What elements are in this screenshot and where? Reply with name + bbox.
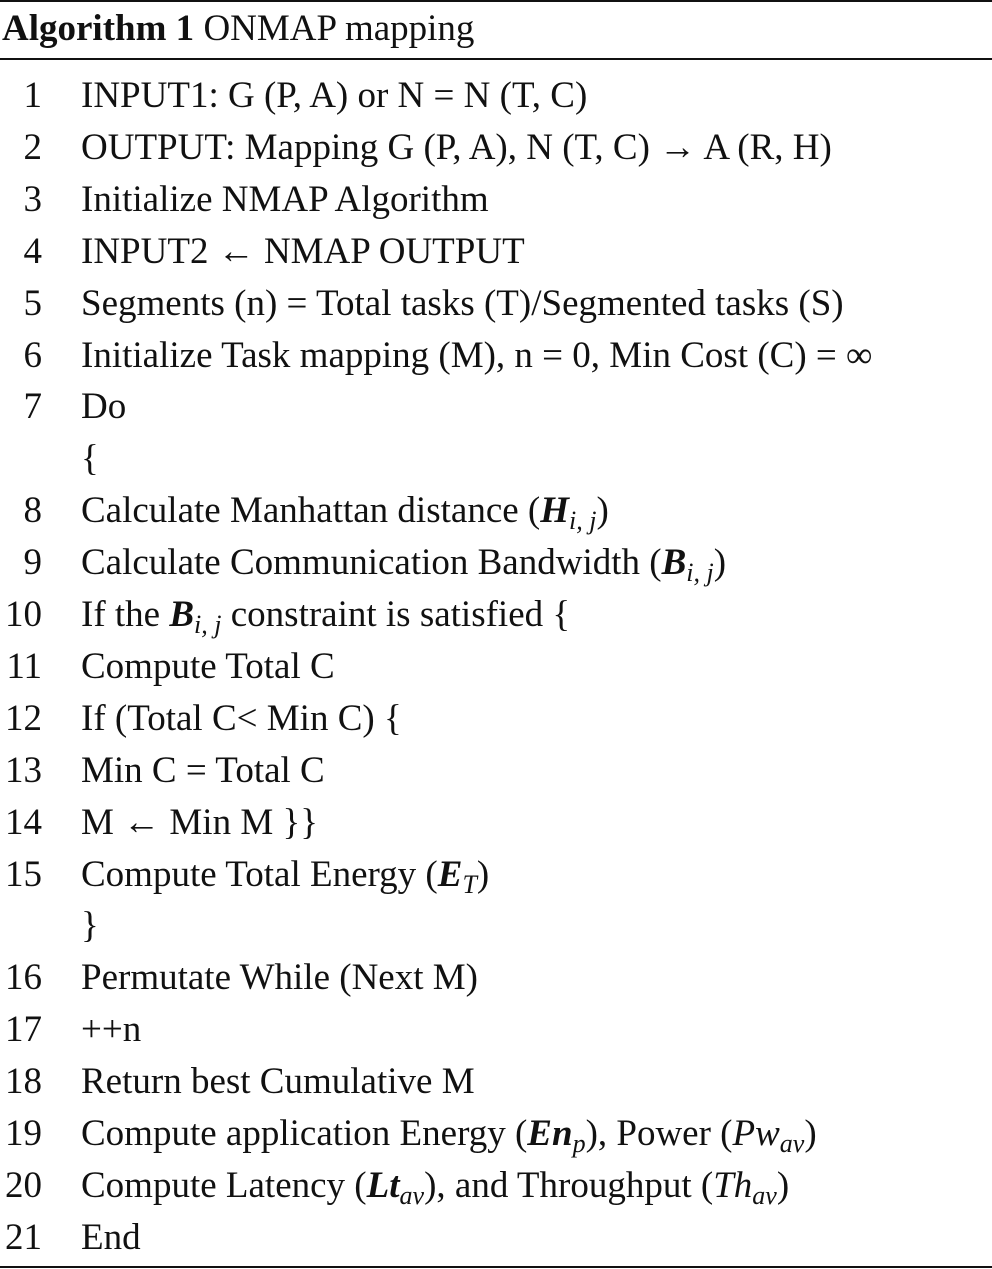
line-text (81, 1212, 141, 1264)
line-number: 13 (5, 749, 42, 791)
line-text (81, 381, 126, 433)
math-variable: Lt (366, 1164, 400, 1206)
line-text-start: Initialize Task mapping (M), n = 0, Min Cost (C) = ∞ (81, 334, 873, 376)
algorithm-line (0, 1160, 992, 1212)
line-text-start: Compute Total C (81, 645, 335, 687)
algorithm-line (0, 70, 992, 122)
line-number: 17 (5, 1009, 42, 1051)
line-text (81, 433, 99, 485)
math-variable: B (661, 542, 687, 584)
line-text-end: ) (713, 542, 727, 584)
line-number: 12 (5, 697, 42, 739)
math-subscript: i, j (569, 506, 597, 536)
algorithm-line (0, 693, 992, 745)
line-text-end: ) (476, 853, 490, 895)
line-text-start: Compute Total Energy ( (81, 853, 438, 895)
line-text-start: Permutate While (Next M) (81, 957, 478, 999)
line-text (81, 745, 325, 797)
line-number: 16 (5, 957, 42, 999)
line-number: 1 (23, 75, 42, 116)
algorithm-line (0, 1108, 992, 1160)
algorithm-line (0, 381, 992, 433)
line-text-start: Compute application Energy ( (81, 1113, 528, 1154)
line-number: 5 (23, 282, 42, 324)
algorithm-line (0, 122, 992, 174)
algorithm-label: Algorithm 1 (2, 8, 195, 49)
line-text-start: Do (81, 386, 127, 428)
line-text-start: INPUT1: G (P, A) or N = N (T, C) (81, 75, 588, 116)
algorithm-caption (2, 4, 474, 54)
line-number: 19 (5, 1113, 42, 1154)
line-text (81, 797, 318, 849)
line-text-start: Compute Latency ( (81, 1164, 367, 1206)
algorithm-line (0, 1212, 992, 1264)
line-text (81, 641, 335, 693)
line-text (81, 849, 489, 901)
math-subscript: av (399, 1180, 425, 1210)
line-text-middle: ), and Throughput ( (424, 1164, 714, 1206)
bottom-rule (0, 1266, 992, 1268)
math-variable: B (169, 594, 195, 635)
algorithm-line (0, 174, 992, 226)
math-variable: E (437, 853, 463, 895)
line-number: 8 (23, 490, 42, 532)
algorithm-line (0, 485, 992, 537)
line-text-start: End (81, 1216, 141, 1258)
algorithm-line (0, 952, 992, 1004)
line-number: 20 (5, 1164, 42, 1206)
math-variable: En (527, 1113, 573, 1154)
line-number: 6 (23, 334, 42, 376)
algorithm-line (0, 1004, 992, 1056)
line-text-start: } (81, 905, 99, 947)
line-text (81, 952, 478, 1004)
line-text-start: Min C = Total C (81, 749, 325, 791)
header-rule (0, 58, 992, 60)
line-text (81, 1108, 817, 1160)
math-subscript: i, j (686, 558, 714, 588)
line-text-start: OUTPUT: Mapping G (P, A), N (T, C) → A (R, H) (81, 126, 832, 168)
line-number: 3 (23, 178, 42, 220)
line-number: 9 (23, 542, 42, 584)
algorithm-line (0, 900, 992, 952)
line-text (81, 693, 402, 745)
line-text (81, 122, 832, 174)
algorithm-line (0, 278, 992, 330)
line-number: 10 (5, 594, 42, 635)
line-text (81, 537, 726, 589)
line-text (81, 278, 844, 330)
line-number: 11 (6, 645, 42, 687)
top-rule (0, 0, 992, 2)
algorithm-line (0, 330, 992, 382)
algorithm-line (0, 745, 992, 797)
line-text-start: Segments (n) = Total tasks (T)/Segmented tasks (S) (81, 282, 844, 324)
algorithm-title: ONMAP mapping (203, 8, 475, 49)
line-text (81, 70, 587, 122)
math-variable: Pw (732, 1113, 780, 1154)
line-text-start: Initialize NMAP Algorithm (81, 178, 489, 220)
line-text-start: Calculate Communication Bandwidth ( (81, 542, 662, 584)
algorithm-line (0, 1056, 992, 1108)
line-text-end: ) (804, 1113, 817, 1154)
line-text (81, 589, 570, 641)
algorithm-line (0, 589, 992, 641)
line-text-end: constraint is satisfied { (221, 594, 571, 635)
line-text-start: INPUT2 ← NMAP OUTPUT (81, 230, 525, 272)
algorithm-line (0, 797, 992, 849)
line-text-start: If (Total C< Min C) { (81, 697, 402, 739)
math-variable: Th (713, 1164, 753, 1206)
algorithm-line (0, 537, 992, 589)
line-number: 18 (5, 1061, 42, 1103)
line-number: 7 (23, 386, 42, 428)
math-variable: H (540, 490, 570, 532)
math-subscript: av (752, 1180, 777, 1210)
math-subscript: T (462, 869, 477, 899)
line-number: 2 (23, 126, 42, 168)
line-text (81, 330, 872, 382)
algorithm-line (0, 433, 992, 485)
line-text-end: ) (776, 1164, 790, 1206)
line-number: 4 (23, 230, 42, 272)
line-text-start: M ← Min M }} (81, 801, 318, 843)
math-subscript: av (779, 1129, 805, 1158)
algorithm-line (0, 849, 992, 901)
math-subscript: p (572, 1129, 586, 1158)
line-number: 21 (5, 1216, 42, 1258)
line-text (81, 1160, 789, 1212)
algorithm-line (0, 226, 992, 278)
math-subscript: i, j (194, 610, 222, 639)
line-text-start: { (81, 438, 99, 480)
line-text-start: ++n (81, 1009, 142, 1051)
algorithm-line (0, 641, 992, 693)
line-text (81, 485, 609, 537)
line-text (81, 900, 99, 952)
line-text (81, 226, 525, 278)
line-text-start: Calculate Manhattan distance ( (81, 490, 541, 532)
line-number: 14 (5, 801, 42, 843)
line-text-start: If the (81, 594, 170, 635)
line-text (81, 174, 489, 226)
line-text (81, 1056, 475, 1108)
line-text-middle: ), Power ( (585, 1113, 733, 1154)
line-number: 15 (5, 853, 42, 895)
line-text (81, 1004, 141, 1056)
line-text-start: Return best Cumulative M (81, 1061, 475, 1103)
line-text-end: ) (596, 490, 609, 532)
